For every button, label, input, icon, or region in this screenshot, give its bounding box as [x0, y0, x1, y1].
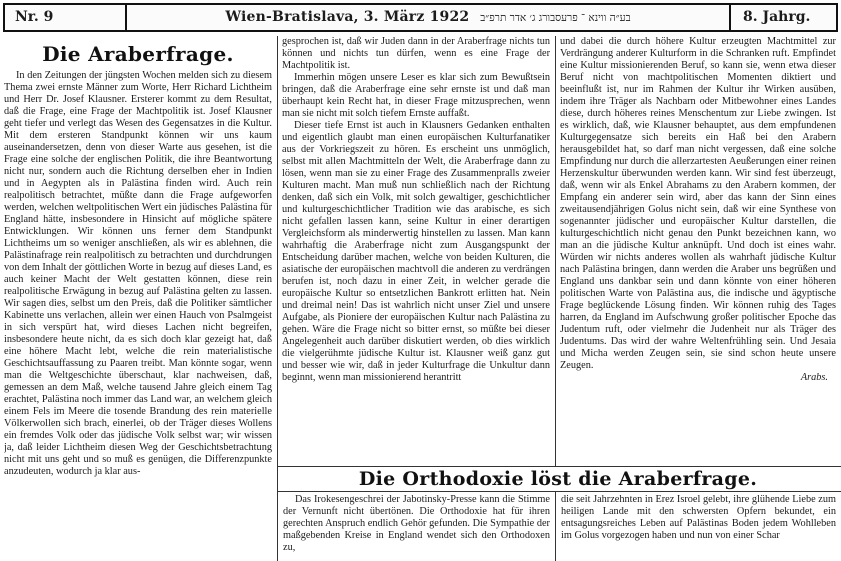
- paragraph: und dabei die durch höhere Kultur erzeugten Machtmittel zur Verdrängung anderer Kulturform in die Schranken ruft. Empfindet eine Kultur missionierenden Beruf, so kann sie, wenn etwa dieser Beruf nicht von machtpolitischen Momenten diktiert und beeinflußt ist, nur im Rahmen der Kultur ihr Wirken ausüben, indem ihre Träger als Nachbarn oder Mitbewohner eines Landes diese, durch höheres reines Menschentum zur Liebe zwingen. Ist es wirklich, daß, wie Klausner behauptet, aus dem empfundenen Kulturgegensatze sich bereits ein Haß bei den Arabern herausgebildet hat, so darf man nicht vergessen, daß eine solche Empfindung nur durch die allerzartesten Aeußerungen einer reinen Herzenskultur überwunden werden kann. Wir sind fest überzeugt, daß, wenn wir als Enkel Abrahams zu den Arabern kommen, der Empfang ein anderer sein wird, aber das kann der Sinn eines zweitausendjährigen Golus nicht sein, daß wir eine Synthese von sogenannter jüdischer und europäischer Kultur darstellen, die kulturgeschichtlich nicht genau den Punkt bezeichnen kann, wo man an die jüdische Kultur anknüpft. Und doch ist eines wahr. Würden wir nichts anderes wollen als wahrhaft jüdische Kultur nach Palästina bringen, dann werden die Araber uns begrüßen und England uns dankbar sein und dann könnte von einer höheren politischen Warte von Palästina aus, die indische und ägyptische Frage beglückende Lösung finden. Wir können ruhig des Tages harren, da England im Aufschwung großer politischer Epoche das Judentum ruft, oder vielmehr die Judenheit nur als Träger des Judentums. Das wird der wahre Weltenfrühling sein. Und Jesaia und Micha werden Zeugen sein, sie sind schon heute unsere Zeugen.: [560, 36, 836, 371]
- dateline: [127, 5, 731, 30]
- paragraph: Das Irokesengeschrei der Jabotinsky-Presse kann die Stimme der Vernunft nicht übertönen. Die Orthodoxie hat für ihren gerechten Anspruch endlich Gehör gefunden. Die Sympathie der maßgebenden Kreise in England wendet sich den Orthodoxen zu,: [283, 494, 550, 553]
- paragraph: In den Zeitungen der jüngsten Wochen melden sich zu diesem Thema zwei ernste Männer zum Worte, Herr Richard Lichtheim und Herr Dr. Josef Klausner. Ersterer kommt zu dem Resultat, daß die Frage, eine Frage der Machtpolitik ist. Josef Klausner geht tiefer und verlegt das Wesen des Gegensatzes in die Kultur. Mit dem ersteren Standpunkt können wir uns kaum auseinandersetzen, denn von dieser Warte aus gesehen, ist die Frage eine solche der englischen Politik, die ihre Beantwortung nicht nur, sondern auch die Richtung derselben eher in Indien und in Aegypten als in Palästina finden wird. Auch rein realpolitisch betrachtet, müßte dann die Frage aufgeworfen werden, welchen weltpolitischen Wert ein jüdisches Palästina für England hätte, insbesondere in Hinsicht auf mögliche spätere Entwicklungen. Wir können uns ferner dem Standpunkt Lichtheims um so weniger anschließen, als wir es ablehnen, die Palästinafrage rein realpolitisch zu betrachten und durchdrungen von dem Inhalt der göttlichen Worte in bezug auf dieses Land, es auch keiner Macht der Welt gestatten können, diese rein realpolitische Erwägung in bezug auf Palästina gelten zu lassen. Wir sagen dies, selbst um den Preis, daß die Politiker sämtlicher Kabinette uns verlachen, allein wer einen Hauch von Psalmgeist in sich verspürt hat, wird dieses Lachen nicht begreifen, insbesondere heute nicht, da es sich doch klar gezeigt hat, daß eine höhere Macht lebt, welche die rein materialistische Geschichtsauffassung zu Paaren treibt. Man könnte sogar, wenn man die Weltgeschichte überschaut, klar nachweisen, daß, gemessen an dem Maß, welche tausend Jahre gleich einem Tag erachtet, Palästina noch immer das Land war, an welchem gleich einem Fels im Meere die tosende Brandung des rein materielle Völkerwollen sich brach, einerlei, ob der Träger dieses Wollens ein fremdes Volk oder das jüdische Volk selbst war; wir wissen ja, daß leider Lichtheim diesen Weg der Geschichtsbetrachtung nicht mit uns geht und so muß es genügen, die Differenzpunkte anzudeuten, wodurch ja klar aus-: [4, 70, 272, 477]
- paragraph: die seit Jahrzehnten in Erez Isroel gelebt, ihre glühende Liebe zum heiligen Lande mit den schwersten Opfern bekundet, ein entsagungsreiches Leben auf Palästinas Boden jedem Wohlleben im Golus vorgezogen haben und nun von einer Schar: [561, 494, 836, 541]
- paragraph: gesprochen ist, daß wir Juden dann in der Araberfrage nichts tun können und nichts tun dürfen, wenn es eine Frage der Machtpolitik ist.: [282, 36, 550, 71]
- volume-year: 8. Jahrg.: [743, 9, 811, 25]
- article-column-2: [282, 36, 550, 465]
- column-rule: [555, 492, 556, 561]
- article-signature: Arabs.: [800, 372, 828, 383]
- column-rule: [555, 36, 556, 466]
- section-rule: [278, 491, 841, 492]
- article2-headline: Die Orthodoxie löst die Araberfrage.: [358, 468, 758, 490]
- place-date: Wien-Bratislava, 3. März 1922: [225, 9, 470, 25]
- article-headline: Die Araberfrage.: [42, 42, 234, 66]
- paragraph: Dieser tiefe Ernst ist auch in Klausners Gedanken enthalten und eigentlich glaubt man einen europäischen Kulturfanatiker aus der Vorkriegszeit zu hören. Es erscheint uns unmöglich, selbst mit allen Machtmitteln der Welt, die Araberfrage dann zu lösen, wenn man sie zu einer Frage des Zusammenpralls zweier Kulturen macht. Man muß nun schließlich nach der Richtung denken, daß sich ein Volk, mit solch gewaltiger, geschichtlicher und kulturgeschichtlicher Tradition wie das arabische, es sich nicht gefallen lassen kann, seine Kultur in einer derartigen Vergleichsform als minderwertig hinstellen zu lassen. Man kann wahrhaftig die Araberfrage nicht zum Ausgangspunkt der Entscheidung darüber machen, welche von beiden Kulturen, die asiatische der europäischen machtvoll die anderen zu verdrängen berufen ist, noch dazu in einer Zeit, in welcher gerade die europäische Kultur so entsetzlichen Bankrott erlitten hat. Nein und dreimal nein! Das ist wahrlich nicht unser Ziel und unsere Aufgabe, als Pioniere der europäischen Kultur nach Palästina zu gehen. Wäre die Frage nicht so bitter ernst, so müßte bei dieser Angelegenheit auch darüber diskutiert werden, ob dies wirklich die vielgerühmte jüdische Kultur ist. Klausner weiß ganz gut und besser wie wir, daß in jeder Kulturfrage die Unkultur dann beginnt, wenn man missionierend herantritt: [282, 120, 550, 383]
- article-column-3: [560, 36, 836, 465]
- article2-column-1: [283, 494, 550, 561]
- masthead: [3, 3, 838, 32]
- article2-column-2: [561, 494, 836, 561]
- hebrew-date: בע״ה ווינא ־ פרעסבורג ג׳ אדר תרפ״ב: [480, 12, 631, 24]
- issue-number: Nr. 9: [5, 5, 127, 30]
- paragraph: Immerhin mögen unsere Leser es klar sich zum Bewußtsein bringen, daß die Araberfrage eine sehr ernste ist und daß man überhaupt kein Recht hat, in dieser Frage mitzusprechen, wenn man sie nicht mit solch tiefem Ernste auffaßt.: [282, 72, 550, 119]
- article-column-1: [4, 36, 272, 558]
